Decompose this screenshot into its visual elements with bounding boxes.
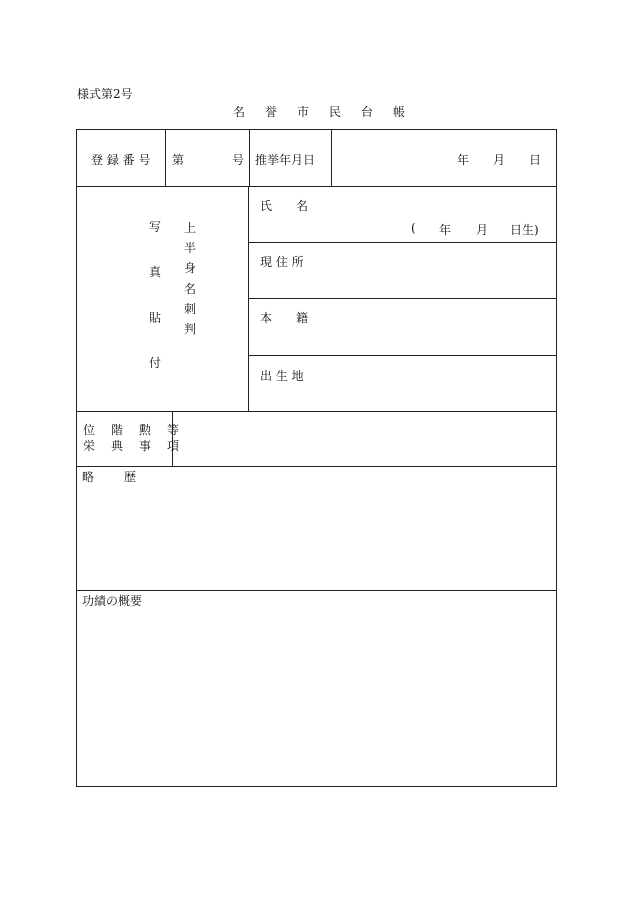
page-title: 名 誉 市 民 台 帳 xyxy=(233,105,410,119)
registration-number-prefix: 第 xyxy=(172,153,185,167)
recommendation-date-label: 推挙年月日 xyxy=(255,153,316,167)
honors-label-line1: 位 階 勲 等 xyxy=(83,423,182,437)
photo-text-4: 付 xyxy=(149,356,162,370)
photo-size-4: 名 xyxy=(184,282,197,296)
birth-year-label: 年 xyxy=(439,223,452,237)
date-month-label: 月 xyxy=(493,153,506,167)
address-label: 現 住 所 xyxy=(260,255,304,269)
registration-number-suffix: 号 xyxy=(232,153,245,167)
form-number: 様式第2号 xyxy=(77,87,133,101)
photo-size-2: 半 xyxy=(184,241,197,255)
photo-size-3: 身 xyxy=(184,261,197,275)
date-day-label: 日 xyxy=(529,153,542,167)
birth-paren-open: ( xyxy=(411,221,416,235)
photo-text-2: 真 xyxy=(149,265,162,279)
photo-text-3: 貼 xyxy=(149,311,162,325)
photo-size-6: 判 xyxy=(184,322,197,336)
birth-day-label: 日生) xyxy=(510,223,539,237)
domicile-label: 本 籍 xyxy=(260,311,315,325)
birthplace-label: 出 生 地 xyxy=(260,369,304,383)
career-label: 略 歴 xyxy=(82,470,139,484)
registration-number-label: 登 録 番 号 xyxy=(91,153,151,167)
photo-size-1: 上 xyxy=(184,221,197,235)
honors-label-line2: 栄 典 事 項 xyxy=(83,439,182,453)
photo-size-5: 刺 xyxy=(184,302,197,316)
photo-text-1: 写 xyxy=(149,220,162,234)
date-year-label: 年 xyxy=(457,153,470,167)
achievements-label: 功績の概要 xyxy=(82,594,143,608)
birth-month-label: 月 xyxy=(476,223,489,237)
name-label: 氏 名 xyxy=(260,199,315,213)
